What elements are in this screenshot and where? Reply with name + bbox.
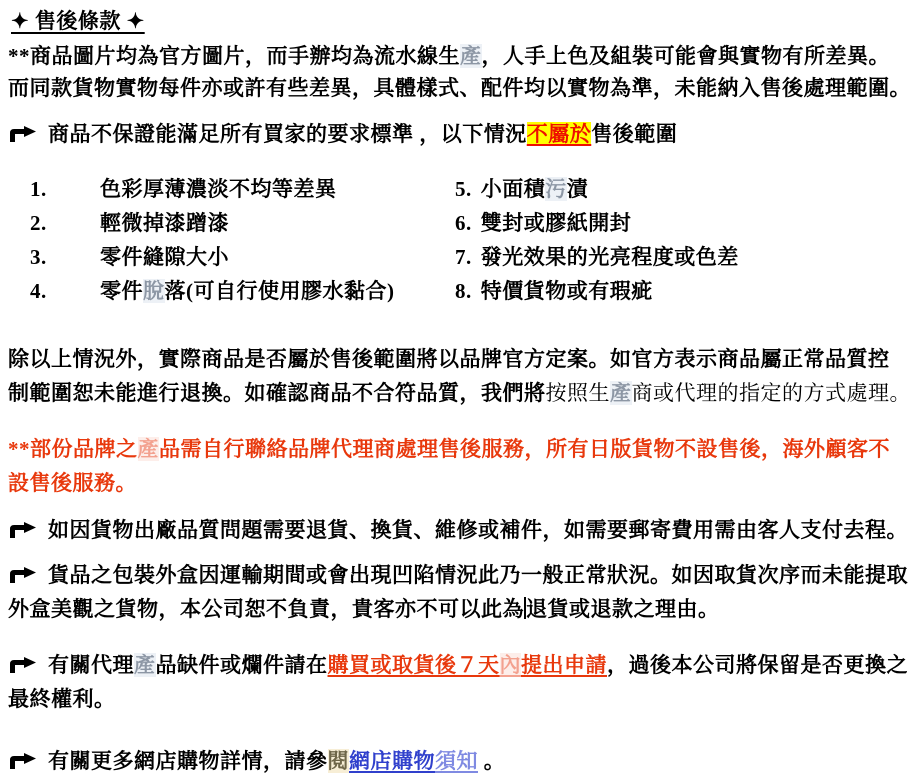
text-line: [8, 342, 861, 376]
text-run: 按照生: [546, 381, 611, 405]
text-line: [8, 514, 861, 546]
list-number: 6.: [455, 211, 472, 235]
text-run: 退貨或退款之理由。: [526, 597, 720, 621]
arrow-bullet-icon: [8, 749, 36, 773]
text-run: 貨品之包裝外盒因運輸期間或會出現凹陷情況此乃一般正常狀況。如因取貨次序而未能提取: [48, 563, 908, 587]
text-run: 落(可自行使用膠水黏合): [165, 279, 395, 303]
text-run: 有關更多網店購物詳情，請參: [48, 749, 328, 773]
list-number: 4.: [30, 274, 47, 308]
not-covered-note: [8, 118, 861, 150]
intro-paragraph: [8, 40, 861, 104]
text-run: 零件縫隙大小: [100, 245, 229, 269]
text-run: 色彩厚薄濃淡不均等差異: [100, 177, 337, 201]
text-line: [8, 72, 861, 104]
text-run: 脫: [143, 279, 165, 303]
text-run: **部份品牌之: [8, 437, 138, 461]
text-run: ，人手上色及組裝可能會與實物有所差異。: [482, 44, 891, 68]
missing-parts-deadline-note: [8, 648, 861, 716]
text-run: 有關代理: [48, 653, 134, 677]
text-run: ，過後本公司將保留是否更換之: [607, 653, 908, 677]
deadline-emphasis-text: 提出申請: [521, 653, 607, 677]
text-run: 設售後服務。: [8, 471, 137, 495]
list-item-text: [100, 172, 337, 206]
list-number: 8.: [455, 279, 472, 303]
text-run: 最終權利。: [8, 687, 116, 711]
not-covered-highlight: 不屬於: [527, 122, 592, 146]
text-run: 發光效果的光亮程度或色差: [481, 245, 739, 269]
text-line: [8, 376, 861, 410]
text-run: 產: [138, 437, 160, 461]
text-run: 品需自行聯絡品牌代理商處理售後服務，所有日版貨物不設售後，海外顧客不: [159, 437, 890, 461]
list-number: 3.: [30, 240, 47, 274]
text-run: 零件: [100, 279, 143, 303]
text-line: [8, 432, 861, 466]
text-line: [8, 745, 861, 777]
list-item-text: [100, 274, 395, 308]
text-run: 制範圍恕未能進行退換。如確認商品不合符品質，我們將: [8, 381, 546, 405]
text-line: [8, 558, 861, 592]
text-run: 而同款貨物實物每件亦或許有些差異，具體樣式、配件均以實物為準，未能納入售後處理範圍。: [8, 76, 911, 100]
text-run: 品缺件或爛件請在: [156, 653, 328, 677]
text-run: 如因貨物出廠品質問題需要退貨、換貨、維修或補件，如需要郵寄費用需由客人支付去程。: [48, 518, 908, 542]
text-run: 產: [610, 381, 632, 405]
store-shopping-notice-link[interactable]: 須知: [435, 749, 478, 773]
text-run: 產: [134, 653, 156, 677]
return-shipping-note: [8, 514, 861, 546]
text-line: [8, 118, 861, 150]
deadline-emphasis-text: 內: [500, 653, 522, 677]
list-item: [8, 240, 861, 274]
list-item: [8, 206, 861, 240]
text-run: 閱: [328, 749, 350, 773]
page-title-text: ✦ 售後條款 ✦: [10, 9, 146, 33]
text-run: 產: [460, 44, 482, 68]
list-item-text: [455, 274, 653, 308]
list-item-text: [455, 240, 739, 274]
text-run: **商品圖片均為官方圖片，而手辦均為流水線生: [8, 44, 460, 68]
text-run: 小面積: [481, 177, 546, 201]
list-item-text: [455, 172, 588, 206]
text-run: 售後範圍: [591, 122, 677, 146]
text-run: 污: [545, 177, 567, 201]
list-item: [8, 274, 861, 308]
arrow-bullet-icon: [8, 563, 36, 587]
store-notice-link-note: [8, 745, 861, 777]
text-run: 外盒美觀之貨物，本公司恕不負責，貴客亦不可以此為: [8, 597, 524, 621]
text-run: 特價貨物或有瑕疵: [481, 279, 653, 303]
text-line: [8, 648, 861, 682]
text-run: 商或代理的指定的方式處理。: [632, 381, 911, 405]
arrow-bullet-icon: [8, 122, 36, 146]
text-run: 。: [478, 749, 505, 773]
text-run: 雙封或膠紙開封: [481, 211, 632, 235]
list-number: 5.: [455, 177, 472, 201]
list-number: 2.: [30, 206, 47, 240]
list-item-text: [455, 206, 631, 240]
page-title: [8, 6, 861, 36]
text-run: 商品不保證能滿足所有買家的要求標準 ，以下情況: [48, 122, 527, 146]
exclusions-list: [8, 172, 861, 308]
text-line: [8, 682, 861, 716]
text-run: 漬: [567, 177, 589, 201]
arrow-bullet-icon: [8, 653, 36, 677]
list-item: [8, 172, 861, 206]
text-run: 輕微掉漆蹭漆: [100, 211, 229, 235]
list-item-text: [100, 206, 229, 240]
list-item-text: [100, 240, 229, 274]
text-line: [8, 466, 861, 500]
brand-agent-warning: [8, 432, 861, 500]
store-shopping-notice-link[interactable]: 網店購物: [349, 749, 435, 773]
terms-document-body: [8, 40, 861, 777]
list-number: 1.: [30, 172, 47, 206]
deadline-emphasis-text: 購買或取貨後７天: [328, 653, 500, 677]
text-line: [8, 592, 861, 626]
official-decision-paragraph: [8, 342, 861, 410]
text-run: 除以上情況外，實際商品是否屬於售後範圍將以品牌官方定案。如官方表示商品屬正常品質控: [8, 347, 890, 371]
packaging-dent-note: [8, 558, 861, 626]
list-number: 7.: [455, 245, 472, 269]
arrow-bullet-icon: [8, 518, 36, 542]
text-line: [8, 40, 861, 72]
